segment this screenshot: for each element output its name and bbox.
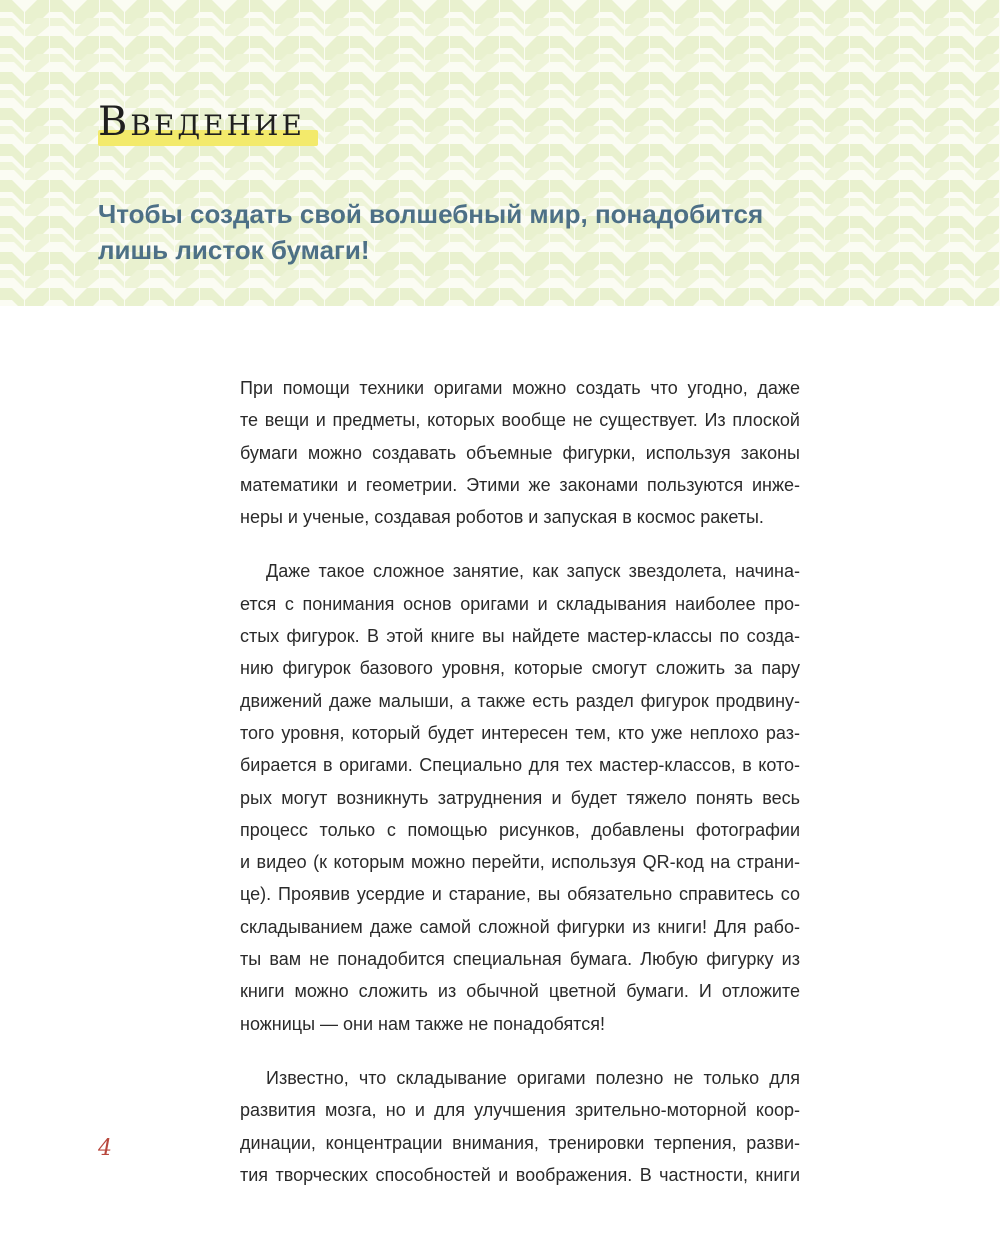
body-text [240, 372, 800, 1213]
text-line: те вещи и предметы, которых вообще не существует. Из плоской [240, 410, 800, 431]
text-line: складыванием даже самой сложной фигурки из книги! Для рабо- [240, 916, 800, 937]
text-line: тия творческих способностей и воображения. В частности, книги [240, 1164, 800, 1185]
text-line: рых могут возникнуть затруднения и будет тяжело понять весь [240, 787, 800, 808]
text-line: неры и ученые, создавая роботов и запуская в космос ракеты. [240, 507, 764, 528]
text-line: книги можно сложить из обычной цветной бумаги. И отложите [240, 981, 800, 1002]
text-line: стых фигурок. В этой книге вы найдете мастер-классы по созда- [240, 626, 800, 647]
subtitle-line: Чтобы создать свой волшебный мир, понадобится [98, 199, 764, 229]
header-band [0, 0, 1000, 306]
paragraph-3 [240, 1062, 800, 1191]
text-line: и видео (к которым можно перейти, используя QR-код на страни- [240, 852, 800, 873]
text-line: бирается в оригами. Специально для тех мастер-классов, в кото- [240, 755, 800, 776]
paragraph-1 [240, 372, 800, 533]
text-line: движений даже малыши, а также есть раздел фигурок продвину- [240, 690, 800, 711]
text-line: це). Проявив усердие и старание, вы обязательно справитесь со [240, 884, 800, 905]
paragraph-2 [240, 555, 800, 1039]
text-line: того уровня, который будет интересен тем, кто уже неплохо раз- [240, 722, 800, 743]
page-number: 4 [98, 1136, 112, 1161]
text-line: Известно, что складывание оригами полезно не только для [266, 1067, 800, 1088]
text-line: бумаги можно создавать объемные фигурки, используя законы [240, 442, 800, 463]
text-line: Даже такое сложное занятие, как запуск звездолета, начина- [266, 561, 800, 582]
chapter-title: Введение [98, 99, 305, 145]
text-line: ты вам не понадобится специальная бумага. Любую фигурку из [240, 949, 800, 970]
text-line: нию фигурок базового уровня, которые смогут сложить за пару [240, 658, 800, 679]
text-line: развития мозга, но и для улучшения зрительно-моторной коор- [240, 1100, 800, 1121]
chapter-title-block [98, 98, 305, 150]
text-line: динации, концентрации внимания, тренировки терпения, разви- [240, 1132, 800, 1153]
text-line: математики и геометрии. Этими же законами пользуются инже- [240, 474, 800, 495]
text-line: При помощи техники оригами можно создать что угодно, даже [240, 378, 800, 398]
text-line: ножницы — они нам также не понадобятся! [240, 1013, 605, 1034]
text-line: процесс только с помощью рисунков, добавлены фотографии [240, 819, 800, 840]
subtitle-line: лишь листок бумаги! [98, 235, 370, 265]
text-line: ется с понимания основ оригами и складывания наиболее про- [240, 593, 800, 614]
chapter-subtitle [98, 196, 818, 268]
